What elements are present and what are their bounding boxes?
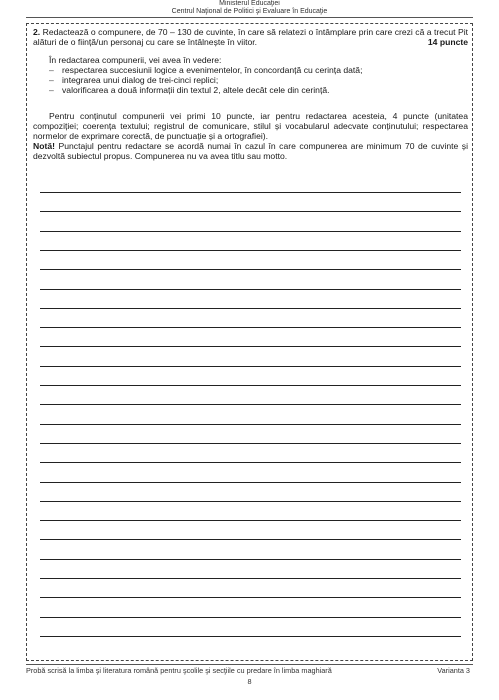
footer-exam-title: Probă scrisă la limba şi literatura română pentru şcolile şi secţiile cu predare în limba maghiară [26, 666, 332, 675]
answer-lines[interactable] [40, 192, 461, 642]
answer-line [40, 404, 461, 405]
task-number: 2. [33, 27, 41, 37]
answer-line [40, 385, 461, 386]
task-text: Redactează o compunere, de 70 – 130 de cuvinte, în care să relatezi o întâmplare prin care crezi că a trecut Pit alături de o ființă/un personaj cu care se întâlnește în viitor. [33, 27, 468, 47]
scoring-note [33, 141, 468, 161]
answer-line [40, 617, 461, 618]
requirement-item: – integrarea unui dialog de trei-cinci replici; [49, 75, 468, 85]
answer-line [40, 192, 461, 193]
answer-line [40, 289, 461, 290]
answer-line [40, 501, 461, 502]
note-label: Notă! [33, 141, 55, 151]
task-statement [33, 27, 468, 47]
answer-line [40, 539, 461, 540]
requirement-item: – valorificarea a două informații din textul 2, altele decât cele din cerință. [49, 85, 468, 95]
answer-line [40, 597, 461, 598]
footer-divider [26, 664, 473, 665]
answer-line [40, 366, 461, 367]
answer-line [40, 578, 461, 579]
answer-line [40, 346, 461, 347]
ministry-name: Ministerul Educaţiei [219, 0, 280, 7]
task-points: 14 puncte [427, 37, 468, 47]
answer-line [40, 443, 461, 444]
requirements-intro: În redactarea compunerii, vei avea în vedere: [49, 55, 222, 65]
task-content [33, 27, 468, 161]
answer-line [40, 250, 461, 251]
page-header [0, 0, 499, 16]
answer-line [40, 462, 461, 463]
requirements-list [33, 65, 468, 95]
note-text: Punctajul pentru redactare se acordă numai în cazul în care compunerea are minimum 70 de cuvinte și dezvoltă subiectul propus. Compunerea nu va avea titlu sau motto. [33, 141, 469, 161]
answer-line [40, 231, 461, 232]
answer-line [40, 308, 461, 309]
answer-line [40, 269, 461, 270]
footer-variant: Varianta 3 [437, 666, 470, 675]
header-divider [26, 17, 473, 18]
page-number: 8 [247, 677, 252, 686]
requirement-item: – respectarea succesiunii logice a evenimentelor, în concordanță cu cerința dată; [49, 65, 468, 75]
answer-line [40, 559, 461, 560]
answer-line [40, 636, 461, 637]
center-name: Centrul Naţional de Politici şi Evaluare în Educaţie [171, 8, 328, 15]
answer-line [40, 327, 461, 328]
answer-line [40, 424, 461, 425]
answer-line [40, 211, 461, 212]
scoring-paragraph: Pentru conținutul compunerii vei primi 10 puncte, iar pentru redactarea acesteia, 4 puncte (unitatea compoziției; coerența textului; registrul de comunicare, stilul și vocabularul adecvate conținutului; respectarea normelor de exprimare corectă, de punctuație și a ortografiei). [33, 111, 468, 141]
answer-line [40, 482, 461, 483]
answer-line [40, 520, 461, 521]
